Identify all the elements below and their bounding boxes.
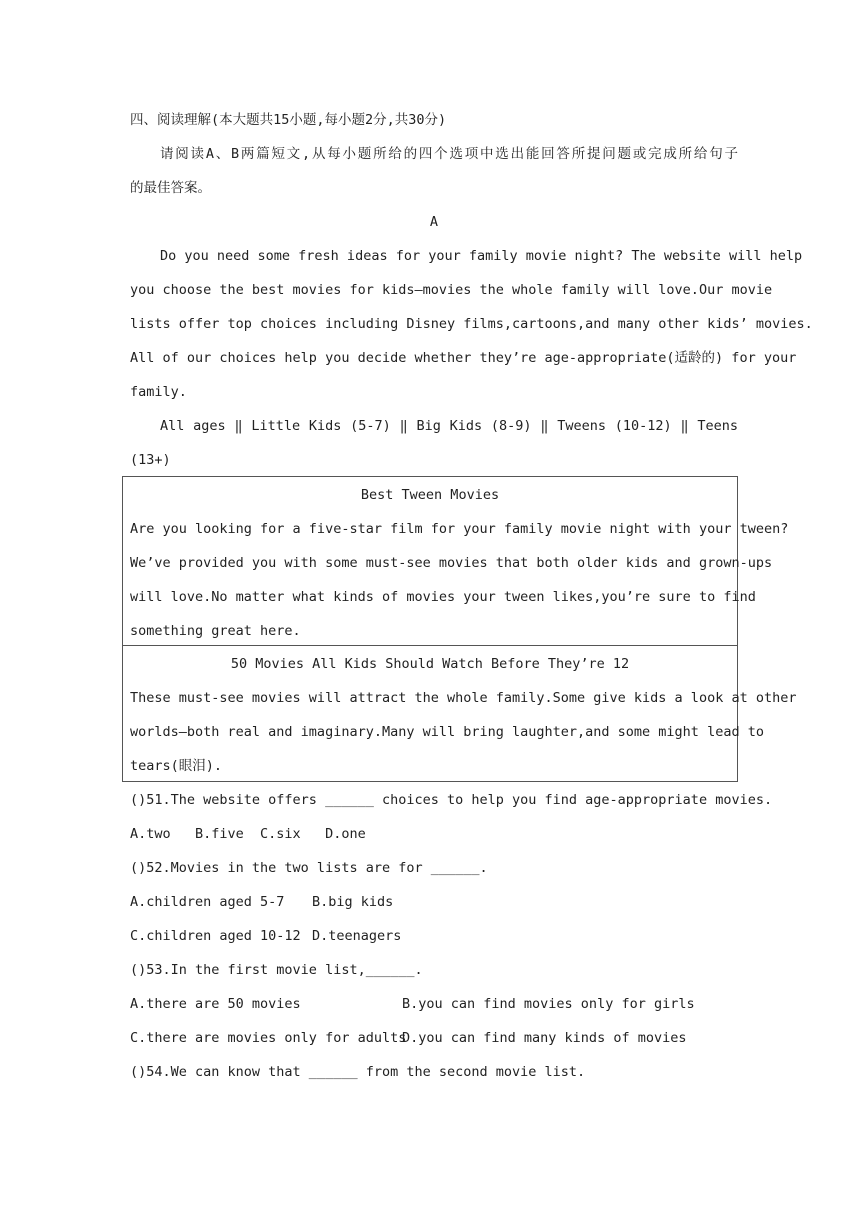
movie-list-box-2 [122,645,797,782]
movie-list-text-line: will love.No matter what kinds of movies your tween likes,you’re sure to find [130,589,756,605]
instructions-line-1: 请阅读A、B两篇短文,从每小题所给的四个选项中选出能回答所提问题或完成所给句子 [160,146,738,162]
question-53-stem: ()53.In the first movie list,______. [130,962,423,978]
question-53-option-c: C.there are movies only for adults [130,1030,407,1046]
age-categories-line-2: (13+) [130,452,171,468]
movie-list-title: Best Tween Movies [360,487,500,503]
movie-list-text-line: We’ve provided you with some must-see movies that both older kids and grown-ups [130,555,773,571]
question-53-option-a: A.there are 50 movies [130,996,301,1012]
movie-list-text-line: worlds—both real and imaginary.Many will bring laughter,and some might lead to [130,724,764,740]
question-52-option-d: D.teenagers [312,928,402,944]
section-header: 四、阅读理解(本大题共15小题,每小题2分,共30分) [130,112,447,128]
question-53-option-b: B.you can find movies only for girls [402,996,695,1012]
intro-line-1: Do you need some fresh ideas for your family movie night? The website will help [160,248,803,264]
movie-list-text-line: These must-see movies will attract the whole family.Some give kids a look at other [130,690,797,706]
question-54-stem: ()54.We can know that ______ from the second movie list. [130,1064,586,1080]
question-51-options: A.two B.five C.six D.one [130,826,366,842]
question-51-stem: ()51.The website offers ______ choices to help you find age-appropriate movies. [130,792,773,808]
intro-line-2: you choose the best movies for kids—movies the whole family will love.Our movie [130,282,773,298]
intro-line-4: All of our choices help you decide whether they’re age-appropriate(适龄的) for your [130,350,797,366]
question-53-option-d: D.you can find many kinds of movies [402,1030,687,1046]
question-52-stem: ()52.Movies in the two lists are for ______. [130,860,488,876]
instructions-line-2: 的最佳答案。 [130,180,211,196]
movie-list-text-line: tears(眼泪). [130,758,223,774]
age-categories-line-1: All ages ‖ Little Kids (5-7) ‖ Big Kids (8-9) ‖ Tweens (10-12) ‖ Teens [160,418,738,434]
question-52-option-b: B.big kids [312,894,394,910]
movie-list-text-line: Are you looking for a five-star film for your family movie night with your tween? [130,521,789,537]
passage-label: A [429,214,439,230]
question-52-option-c: C.children aged 10-12 [130,928,301,944]
movie-list-title: 50 Movies All Kids Should Watch Before They’re 12 [230,656,630,672]
intro-line-3: lists offer top choices including Disney films,cartoons,and many other kids’ movies. [130,316,813,332]
movie-list-text-line: something great here. [130,623,301,639]
intro-line-5: family. [130,384,187,400]
question-52-option-a: A.children aged 5-7 [130,894,285,910]
movie-list-box-1 [122,476,789,646]
